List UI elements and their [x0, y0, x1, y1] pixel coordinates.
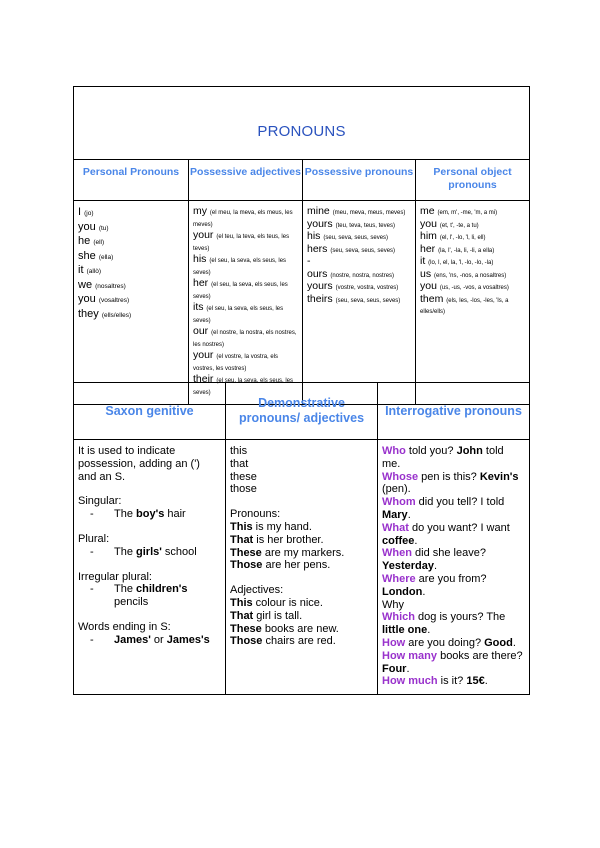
demonstrative-bold: Those [230, 559, 263, 572]
header-interrogative: Interrogative pronouns [378, 383, 530, 440]
pronoun-entry [307, 256, 411, 268]
translation-note: (nostre, nostra, nostres) [330, 272, 395, 279]
example-post: pencils [114, 596, 149, 609]
personal-pronouns-list [74, 201, 189, 405]
pronoun-word: we [78, 278, 93, 291]
example-bullet [78, 634, 221, 647]
demonstrative-cell [226, 440, 378, 695]
translation-note: (la, l', -la, li, -li, a ella) [438, 247, 495, 254]
pronoun-entry [78, 221, 184, 236]
bullet-dash: - [90, 583, 94, 596]
pronoun-entry [420, 231, 525, 243]
object-pronouns-list [416, 201, 530, 405]
header-object-pronouns: Personal object pronouns [416, 160, 530, 201]
demonstrative-example [230, 521, 373, 534]
question-text: Why [382, 598, 404, 611]
pronoun-entry [307, 281, 411, 293]
demonstrative-bold: That [230, 533, 254, 546]
translation-note: (el seu, la seva, els seus, les seves) [193, 306, 284, 324]
answer-rest: . [427, 624, 431, 637]
example-bullet [78, 546, 221, 559]
bullet-dash: - [90, 545, 94, 558]
demonstrative-bold: That [230, 609, 254, 622]
demonstrative-word: this [230, 445, 248, 457]
translation-note: (ens, 'ns, -nos, a nosaltres) [434, 272, 507, 279]
demonstrative-bold: These [230, 622, 262, 635]
saxon-genitive-cell [74, 440, 226, 695]
question-text: books are there? [437, 649, 523, 662]
header-saxon-genitive: Saxon genitive [74, 383, 226, 440]
interrogative-example [382, 611, 525, 637]
pronoun-entry [420, 219, 525, 231]
interrogative-example [382, 637, 525, 650]
spacer [78, 521, 221, 533]
example-bullet [78, 508, 221, 521]
demonstrative-word: that [230, 457, 249, 470]
demonstrative-rest: books are new. [261, 622, 339, 635]
answer-rest: . [433, 560, 438, 573]
pronoun-entry [420, 206, 525, 218]
translation-note: (vostre, vostra, vostres) [335, 285, 399, 291]
interrogative-word: Who [382, 445, 406, 457]
pronoun-examples-table [73, 382, 530, 695]
answer-bold: John [456, 445, 483, 457]
question-text: are you from? [415, 572, 487, 585]
pronouns-table [73, 86, 530, 405]
interrogative-word: Which [382, 611, 415, 624]
pronoun-word: ours [307, 267, 328, 280]
example-post: or [150, 633, 167, 646]
header-personal-pronouns: Personal Pronouns [74, 160, 189, 201]
translation-note: (em, m', -me, 'm, a mi) [437, 210, 498, 216]
interrogative-word: Where [382, 572, 416, 585]
pronoun-word: she [78, 249, 96, 262]
example-text [114, 634, 210, 647]
pronoun-word: its [193, 301, 204, 313]
pronoun-entry [193, 326, 298, 349]
pronoun-word: him [420, 230, 437, 242]
question-text: did she leave? [411, 547, 486, 560]
pronoun-entry [78, 308, 184, 323]
header-possessive-pronouns: Possessive pronouns [303, 160, 416, 201]
pronoun-entry [420, 244, 525, 256]
example-bold: James's [166, 633, 210, 646]
pronoun-word: our [193, 325, 209, 337]
pronoun-word: your [193, 229, 214, 241]
translation-note: (ells/elles) [101, 311, 132, 319]
section-label: Words ending in S: [78, 620, 171, 633]
pronoun-word: - [307, 255, 311, 267]
translation-note: (vosaltres) [98, 297, 130, 304]
title-text: PRONOUNS [257, 122, 346, 140]
pronoun-entry [420, 256, 525, 268]
translation-note: (us, -us, -vos, a vosaltres) [439, 285, 509, 291]
pronoun-word: her [420, 242, 436, 255]
question-text: is it? [437, 675, 467, 688]
example-pre: The [114, 508, 137, 521]
adjectives-label: Adjectives: [230, 584, 284, 597]
translation-note: (ella) [98, 253, 114, 261]
demonstrative-example [230, 610, 373, 623]
demonstrative-rest: is her brother. [253, 533, 324, 546]
example-pre: The [114, 583, 137, 596]
question-text: did you tell? I told [415, 496, 505, 509]
demonstrative-example [230, 635, 373, 648]
question-text: pen is this? [418, 470, 480, 483]
pronoun-entry [193, 350, 298, 373]
demonstrative-rest: are her pens. [262, 559, 331, 572]
translation-note: (el nostre, la nostra, els nostres, les nostres) [193, 330, 297, 348]
pronoun-entry [78, 235, 184, 250]
demonstrative-example [230, 534, 373, 547]
section-label: Singular: [78, 495, 122, 508]
question-text: are you doing? [405, 636, 485, 649]
pronoun-word: yours [307, 217, 333, 230]
translation-note: (seu, seva, seus, seves) [330, 247, 396, 254]
translation-note: (meu, meva, meus, meves) [332, 210, 406, 216]
answer-rest: . [414, 534, 418, 547]
pronoun-entry [307, 294, 411, 306]
translation-note: (tu) [98, 224, 109, 232]
demonstrative-rest: is my hand. [252, 520, 312, 533]
interrogative-word: Whom [382, 496, 416, 509]
interrogative-example [382, 547, 525, 573]
pronoun-word: you [420, 280, 437, 292]
translation-note: (allò) [86, 268, 102, 275]
answer-rest: . [406, 662, 410, 675]
example-text [114, 508, 186, 521]
pronoun-entry [193, 278, 298, 301]
answer-bold: little one [382, 624, 428, 637]
answer-bold: London [382, 585, 423, 598]
translation-note: (teu, teva, teus, teves) [335, 222, 395, 229]
answer-bold: 15€ [466, 675, 485, 688]
possessive-pronouns-list [303, 201, 416, 405]
interrogative-word: When [382, 547, 412, 560]
pronoun-entry [307, 219, 411, 231]
demonstrative-rest: colour is nice. [252, 596, 323, 609]
interrogative-cell [378, 440, 530, 695]
page-title [74, 87, 530, 160]
demonstrative-rest: chairs are red. [262, 635, 336, 648]
example-bold: children's [136, 583, 188, 596]
demonstrative-bold: These [230, 546, 262, 559]
answer-rest: . [512, 636, 516, 649]
example-post: hair [164, 508, 186, 521]
saxon-intro: It is used to indicate possession, adding an (') and an S. [78, 445, 200, 483]
interrogative-word: How much [382, 675, 438, 688]
interrogative-example [382, 599, 525, 612]
answer-bold: coffee [382, 534, 415, 547]
translation-note: (el seu, la seva, els seus, les seves) [193, 282, 288, 300]
pronoun-entry [420, 281, 525, 293]
translation-note: (et, t', -te, a tu) [439, 222, 479, 229]
answer-rest: (pen). [382, 483, 411, 496]
answer-bold: Mary [382, 508, 408, 521]
possessive-adjectives-list [189, 201, 303, 405]
translation-note: (el seu, la seva, els seus, les seves) [193, 378, 294, 396]
example-bold: James' [114, 633, 151, 646]
pronoun-word: me [420, 205, 435, 217]
answer-bold: Four [382, 662, 407, 675]
question-text: dog is yours? The [415, 611, 506, 624]
demonstrative-example [230, 597, 373, 610]
question-text: told you? [405, 445, 457, 457]
spacer [78, 559, 221, 571]
pronoun-word: they [78, 307, 99, 320]
spacer [78, 609, 221, 621]
translation-note: (lo, l, el, la, 'l, -lo, -lo, -la) [428, 260, 494, 266]
pronoun-word: mine [307, 205, 330, 217]
example-post: school [161, 545, 197, 558]
pronoun-entry [193, 302, 298, 325]
pronoun-word: you [78, 220, 96, 233]
pronoun-entry [307, 231, 411, 243]
translation-note: (jo) [84, 210, 94, 217]
pronoun-word: their [193, 373, 214, 385]
question-text: do you want? I want [408, 521, 510, 534]
pronoun-word: it [78, 264, 84, 276]
demonstrative-bold: Those [230, 635, 263, 648]
example-bullet [78, 583, 221, 609]
spacer [78, 483, 221, 495]
demonstrative-example [230, 623, 373, 636]
pronoun-word: her [193, 277, 209, 289]
section-label: Irregular plural: [78, 570, 152, 583]
translation-note: (el vostre, la vostra, els vostres, les vostres) [193, 354, 279, 372]
bullet-dash: - [90, 633, 94, 646]
pronoun-word: my [193, 205, 207, 217]
example-text [114, 546, 197, 559]
pronoun-entry [78, 293, 184, 308]
pronoun-word: you [420, 217, 437, 230]
pronoun-word: them [420, 292, 444, 305]
pronoun-word: yours [307, 280, 333, 292]
example-bold: girls' [136, 545, 162, 558]
answer-rest: told me. [382, 445, 504, 470]
pronoun-word: your [193, 349, 214, 361]
answer-rest: . [484, 675, 488, 688]
example-text [114, 583, 221, 609]
pronoun-entry [78, 264, 184, 279]
pronoun-entry [78, 206, 184, 221]
demonstrative-example [230, 547, 373, 560]
answer-rest: . [422, 585, 426, 598]
answer-rest: . [407, 508, 411, 521]
demonstrative-word: those [230, 483, 257, 496]
pronoun-word: us [420, 267, 432, 280]
interrogative-example [382, 496, 525, 522]
example-bold: boy's [136, 508, 165, 521]
demonstrative-word: these [230, 470, 257, 483]
translation-note: (seu, seva, seus, seves) [323, 235, 389, 241]
interrogative-word: How [382, 636, 406, 649]
interrogative-word: What [382, 521, 409, 534]
pronoun-word: I [78, 206, 82, 218]
header-possessive-adjectives: Possessive adjectives [189, 160, 303, 201]
pronoun-entry [78, 279, 184, 294]
pronoun-entry [420, 294, 525, 317]
pronoun-word: hers [307, 242, 328, 255]
translation-note: (el seu, la seva, els seus, les seves) [193, 258, 287, 276]
interrogative-example [382, 522, 525, 548]
interrogative-word: Whose [382, 470, 419, 483]
pronoun-entry [420, 269, 525, 281]
answer-bold: Kevin's [479, 470, 519, 483]
demonstrative-bold: This [230, 520, 253, 533]
interrogative-example [382, 471, 525, 497]
pronoun-entry [307, 206, 411, 218]
demonstrative-rest: girl is tall. [253, 609, 303, 622]
answer-bold: Yesterday [382, 560, 434, 573]
interrogative-word: How many [382, 649, 438, 662]
interrogative-example [382, 675, 525, 688]
interrogative-example [382, 445, 525, 471]
pronoun-entry [193, 230, 298, 253]
pronoun-word: it [420, 255, 426, 267]
pronoun-entry [78, 250, 184, 265]
demonstrative-bold: This [230, 596, 253, 609]
translation-note: (el meu, la meva, els meus, les meves) [193, 210, 293, 228]
answer-bold: Good [484, 636, 513, 649]
pronoun-entry [307, 269, 411, 281]
pronouns-label: Pronouns: [230, 508, 281, 521]
demonstrative-rest: are my markers. [261, 546, 345, 559]
pronoun-word: his [307, 230, 321, 242]
translation-note: (el, l', -lo, 'l, li, ell) [439, 235, 486, 241]
example-pre: The [114, 545, 137, 558]
bullet-dash: - [90, 508, 94, 521]
translation-note: (ell) [93, 239, 105, 246]
translation-note: (el teu, la teva, els teus, les teves) [193, 234, 290, 252]
pronoun-word: you [78, 293, 96, 305]
section-label: Plural: [78, 532, 110, 545]
pronoun-entry [193, 254, 298, 277]
interrogative-example [382, 573, 525, 599]
interrogative-example [382, 650, 525, 676]
pronoun-entry [307, 244, 411, 256]
pronoun-word: he [78, 235, 91, 247]
translation-note: (els, les, -los, -les, 'ls, a elles/ells) [420, 297, 509, 315]
pronoun-entry [193, 206, 298, 229]
demonstrative-example [230, 559, 373, 572]
pronoun-word: his [193, 253, 207, 265]
header-demonstrative: Demonstrative pronouns/ adjectives [226, 383, 378, 440]
translation-note: (seu, seva, seus, seves) [335, 297, 401, 304]
pronoun-word: theirs [307, 292, 333, 305]
translation-note: (nosaltres) [95, 282, 126, 290]
